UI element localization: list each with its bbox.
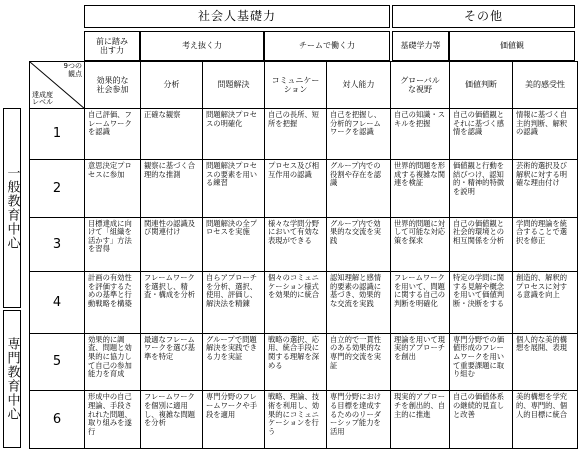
rubric-cell: 創造的、解釈的プロセスに対する意識を向上 [513,271,578,333]
rubric-cell: 最適なフレームワークを選び基準を特定 [141,333,203,391]
rubric-cell: 計画の有効性を評価するための基準と行動戦略を構築 [85,271,141,333]
rubric-cell: 問題解決の全プロセスを実施 [203,217,265,271]
column-header: グローバル な視野 [391,62,450,109]
column-header: 対人能力 [327,62,391,109]
rubric-cell: グループ内で効果的な交流を実践 [327,217,391,271]
rubric-cell: グループで問題解決を実践できる力を実証 [203,333,265,391]
rubric-cell: 世界的問題に対して可能な対応策を探求 [391,217,450,271]
column-header: 美的感受性 [513,62,578,109]
rubric-cell: 様々な学問分野において有効な表現ができる [265,217,327,271]
rubric-cell: 戦略の選択、応用、統合手段に関する理解を深める [265,333,327,391]
level-number: 3 [30,217,85,271]
rubric-cell: 自己を把握し、分析的フレームワークを認識 [327,109,391,160]
rubric-cell: 特定の学問に関する見解や概念を用いて価値判断・決断をする [450,271,513,333]
rubric-cell: 問題解決プロセスの要素を用いる練習 [203,160,265,218]
rubric-cell: 自己の価値観とそれに基づく感情を認識 [450,109,513,160]
table-row [30,391,578,449]
subgroup-values: 価値観 [449,31,575,61]
rubric-cell: 目標達成に向けて「組織を活かす」方法を習得 [85,217,141,271]
table-row [30,217,578,271]
rubric-cell: 効果的に調査、問題と効果的に協力して自己の参加能力を育成 [85,333,141,391]
rubric-cell: 自己の価値観と社会的環境との相互関係を分析 [450,217,513,271]
group-other: その他 [392,5,575,28]
subgroup-think: 考え抜く力 [140,31,264,61]
rubric-cell: 自己の長所、短所を把握 [265,109,327,160]
rubric-cell: 個々のコミュニケーション様式を効果的に統合 [265,271,327,333]
section-specialized: 専門教育中心 [3,310,21,448]
rubric-cell: 現実的アプローチを創出的、自主的に推進 [391,391,450,449]
rubric-cell: フレームワークを個別に適用し、複雑な問題を分析 [141,391,203,449]
table-row [30,109,578,160]
rubric-cell: 意思決定プロセスに参加 [85,160,141,218]
group-society: 社会人基礎力 [84,5,390,28]
column-header: 問題解決 [203,62,265,109]
subgroup-basic: 基礎学力等 [392,31,449,61]
section-general: 一般教育中心 [3,108,21,308]
rubric-cell: 専門分野における目標を達成するためのリーダーシップ能力を活用 [327,391,391,449]
corner-label-viewpoints: 9つの 観点 [63,62,82,78]
rubric-cell: 個人的な美的構想を展開、表現 [513,333,578,391]
rubric-cell: フレームワークを選択し、精査・構成を分析 [141,271,203,333]
rubric-cell: 自己評価、フレームワークを認識 [85,109,141,160]
subgroup-team: チームで働く力 [264,31,390,61]
level-number: 1 [30,109,85,160]
rubric-cell: 理論を用いて現実的アプローチを創出 [391,333,450,391]
rubric-cell: 芸術的選択及び解釈に対する明確な理由付け [513,160,578,218]
rubric-cell: 問題解決プロセスの明確化 [203,109,265,160]
rubric-cell: 認知理解と感情的要素の認識に基づき、効果的な交流を実践 [327,271,391,333]
level-number: 2 [30,160,85,218]
rubric-cell: グループ内での役割や存在を認識 [327,160,391,218]
rubric-cell: 学問的理論を統合することで選択を修正 [513,217,578,271]
subgroup-action: 前に踏み 出す力 [84,31,140,61]
rubric-table [29,61,578,449]
level-number: 4 [30,271,85,333]
corner-label-levels: 達成度 レベル [32,90,53,107]
rubric-cell: 自己の知識・スキルを把握 [391,109,450,160]
column-header: 価値判断 [450,62,513,109]
rubric-cell: 観察に基づく合理的な推測 [141,160,203,218]
table-corner [30,62,85,109]
rubric-cell: 自立的で一貫性のある効果的な専門的交流を実証 [327,333,391,391]
rubric-cell: 美的構想を学究的、専門的、個人的目標に統合 [513,391,578,449]
rubric-cell: 自らアプローチを分析、選択、使用、評価し、解決法を精錬 [203,271,265,333]
rubric-cell: 形成中の自己理論、手段されれた問題、取り組みを遂行 [85,391,141,449]
level-number: 6 [30,391,85,449]
rubric-cell: 情報に基づく自主的判断、解釈の認識 [513,109,578,160]
level-number: 5 [30,333,85,391]
column-header: 効果的な 社会参加 [85,62,141,109]
column-header: コミュニケー ション [265,62,327,109]
rubric-cell: プロセス及び相互作用の認識 [265,160,327,218]
column-header: 分析 [141,62,203,109]
rubric-cell: 世界的問題を形成する複雑な関連を検証 [391,160,450,218]
table-row [30,160,578,218]
rubric-cell: 自己の価値体系の継続的見直しと改善 [450,391,513,449]
rubric-cell: 価値観と行動を結びつけ、認知的・精神的特徴を説明 [450,160,513,218]
rubric-cell: 戦略、理論、技術を利用し、効果的にコミュニケーションを行う [265,391,327,449]
rubric-cell: 専門分野のフレームワークや手段を適用 [203,391,265,449]
rubric-cell: 専門分野での価値形成のフレームワークを用いて重要課題に取り組む [450,333,513,391]
rubric-cell: 関連性の認識及び関連付け [141,217,203,271]
rubric-cell: 正確な観察 [141,109,203,160]
table-row [30,271,578,333]
table-row [30,333,578,391]
rubric-cell: フレームワークを用いて、問題に関する自己の判断を明確化 [391,271,450,333]
